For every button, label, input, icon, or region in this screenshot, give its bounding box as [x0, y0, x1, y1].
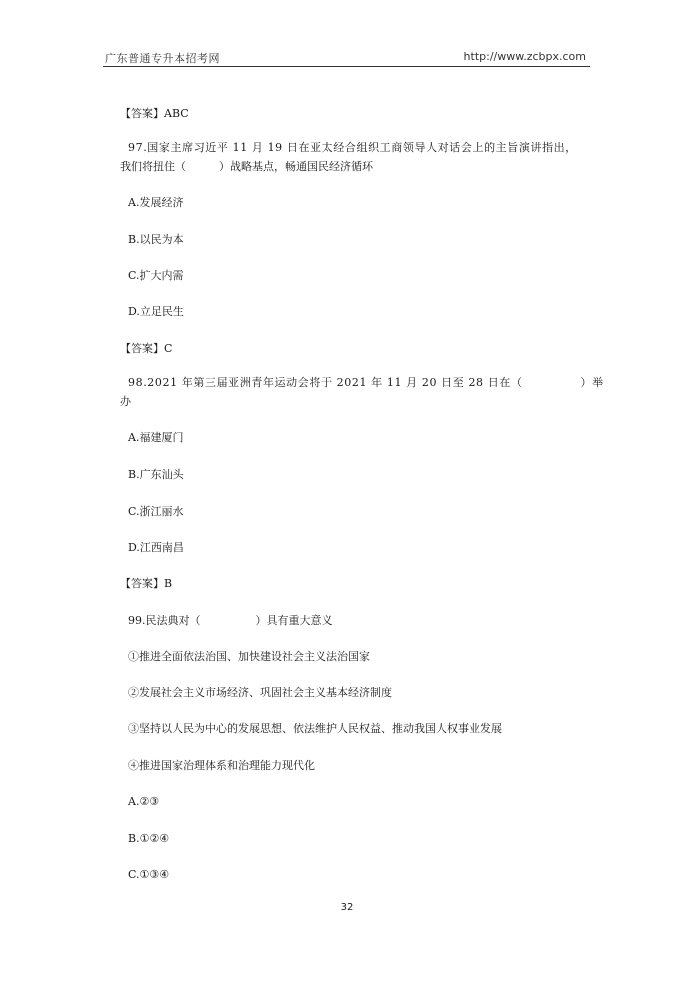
question-97-stem-line1: 97.国家主席习近平 11 月 19 日在亚太经合组织工商领导人对话会上的主旨演讲指出，	[128, 141, 577, 154]
question-98-option-c: C.浙江丽水	[128, 505, 184, 518]
question-98-option-b: B.广东汕头	[128, 468, 184, 481]
question-98-stem-line1: 98.2021 年第三届亚洲青年运动会将于 2021 年 11 月 20 日至 28 日在（ ）举	[128, 376, 604, 389]
question-98-stem-line2: 办	[120, 395, 131, 408]
answer-98: 【答案】B	[120, 577, 173, 590]
question-99-option-a: A.②③	[128, 795, 160, 808]
question-98-option-a: A.福建厦门	[128, 431, 184, 444]
question-97-option-d: D.立足民生	[128, 305, 184, 318]
page-number: 32	[340, 902, 354, 913]
page-header	[103, 46, 590, 67]
question-99-statement-2: ②发展社会主义市场经济、巩固社会主义基本经济制度	[128, 686, 392, 699]
question-99-option-c: C.①③④	[128, 868, 170, 881]
question-99-option-b: B.①②④	[128, 832, 170, 845]
question-97-option-b: B.以民为本	[128, 233, 184, 246]
header-site-url[interactable]: http://www.zcbpx.com	[463, 50, 586, 63]
question-97-option-c: C.扩大内需	[128, 269, 184, 282]
header-site-name: 广东普通专升本招考网	[105, 52, 220, 65]
answer-96: 【答案】ABC	[120, 107, 189, 120]
question-99-statement-3: ③坚持以人民为中心的发展思想、依法维护人民权益、推动我国人权事业发展	[128, 722, 502, 735]
question-99-statement-4: ④推进国家治理体系和治理能力现代化	[128, 759, 315, 772]
question-97-option-a: A.发展经济	[128, 196, 184, 209]
question-99-stem: 99.民法典对（ ）具有重大意义	[128, 614, 333, 627]
question-99-statement-1: ①推进全面依法治国、加快建设社会主义法治国家	[128, 650, 370, 663]
question-97-stem-line2: 我们将扭住（ ）战略基点，畅通国民经济循环	[120, 160, 373, 173]
question-98-option-d: D.江西南昌	[128, 541, 184, 554]
answer-97: 【答案】C	[120, 342, 173, 355]
